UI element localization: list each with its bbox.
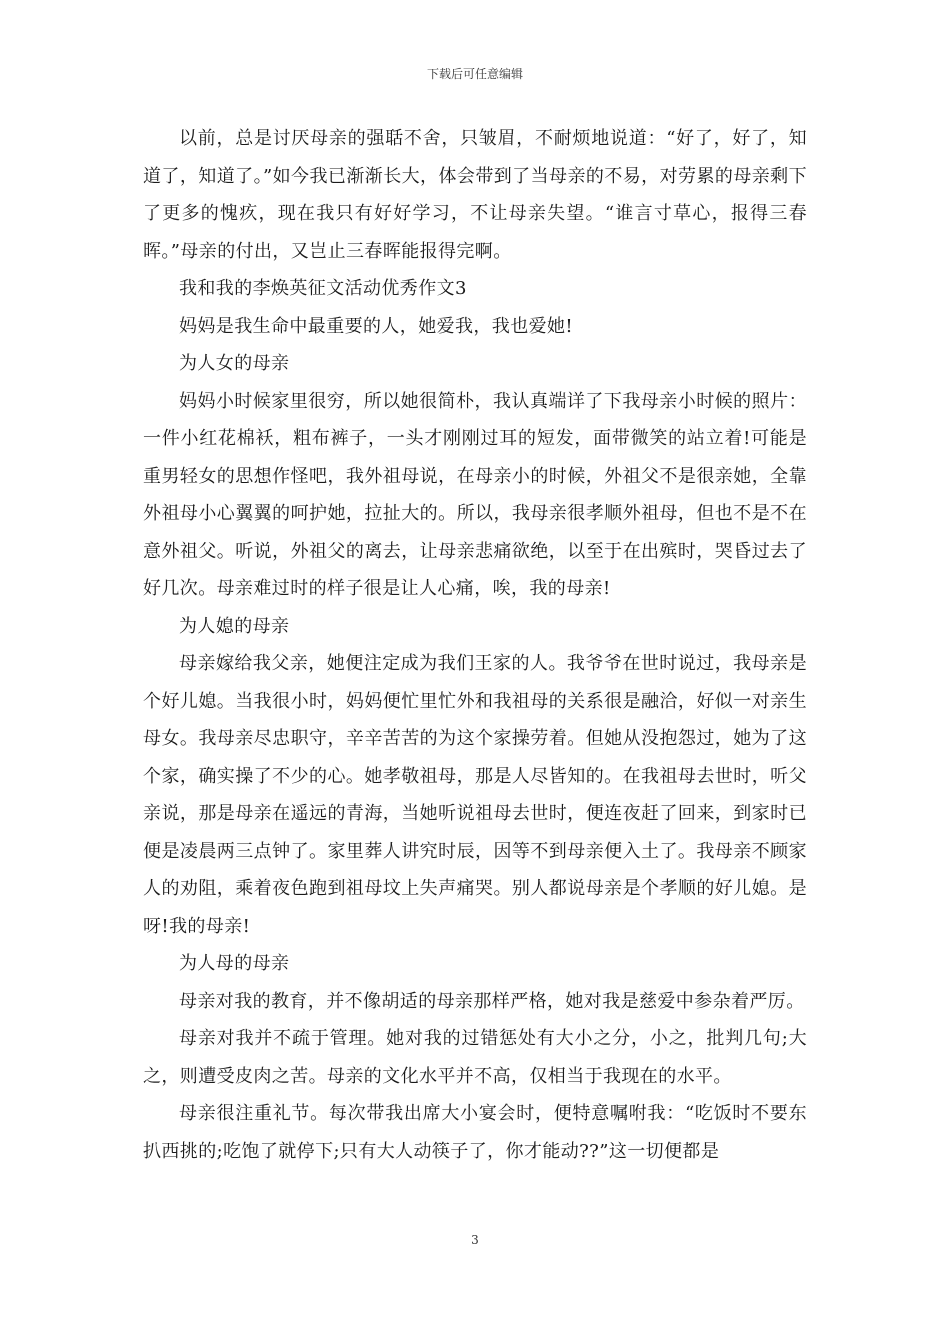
paragraph-opening: 妈妈是我生命中最重要的人，她爱我，我也爱她! <box>179 315 574 337</box>
section-heading-mother: 为人母的母亲 <box>179 953 290 974</box>
page-number: 3 <box>471 1233 479 1247</box>
page-header: 下载后可任意编辑 <box>426 67 523 81</box>
section-heading-daughter: 为人女的母亲 <box>179 353 290 374</box>
paragraph-discipline: 母亲对我并不疏于管理。她对我的过错惩处有大小之分，小之，批判几句;大之，则遭受皮肉之苦。母亲的文化水平并不高，仅相当于我现在的水平。 <box>143 1028 807 1087</box>
section-heading-daughter-in-law: 为人媳的母亲 <box>179 615 290 637</box>
document-body <box>143 120 807 1170</box>
paragraph-intro: 以前，总是讨厌母亲的强聒不舍，只皱眉，不耐烦地说道：“好了，好了，知道了，知道了。”如今我已渐渐长大，体会带到了当母亲的不易，对劳累的母亲剩下了更多的愧疚，现在我只有好好学习，不让母亲失望。“谁言寸草心，报得三春晖。”母亲的付出，又岂止三春晖能报得完啊。 <box>143 128 807 262</box>
paragraph-education: 母亲对我的教育，并不像胡适的母亲那样严格，她对我是慈爱中参杂着严厉。 <box>179 990 805 1012</box>
essay-title: 我和我的李焕英征文活动优秀作文3 <box>179 278 467 299</box>
paragraph-etiquette: 母亲很注重礼节。每次带我出席大小宴会时，便特意嘱咐我：“吃饭时不要东扒西挑的;吃饱了就停下;只有大人动筷子了，你才能动??”这一切便都是 <box>143 1103 807 1162</box>
paragraph-daughter-in-law: 母亲嫁给我父亲，她便注定成为我们王家的人。我爷爷在世时说过，我母亲是个好儿媳。当我很小时，妈妈便忙里忙外和我祖母的关系很是融洽，好似一对亲生母女。我母亲尽忠职守，辛辛苦苦的为这个家操劳着。但她从没抱怨过，她为了这个家，确实操了不少的心。她孝敬祖母，那是人尽皆知的。在我祖母去世时，听父亲说，那是母亲在遥远的青海，当她听说祖母去世时，便连夜赶了回来，到家时已便是凌晨两三点钟了。家里葬人讲究时辰，因等不到母亲便入土了。我母亲不顾家人的劝阻，乘着夜色跑到祖母坟上失声痛哭。别人都说母亲是个孝顺的好儿媳。是呀!我的母亲! <box>143 653 807 937</box>
paragraph-daughter: 妈妈小时候家里很穷，所以她很简朴，我认真端详了下我母亲小时候的照片：一件小红花棉袄，粗布裤子，一头才刚刚过耳的短发，面带微笑的站立着!可能是重男轻女的思想作怪吧，我外祖母说，在母亲小的时候，外祖父不是很亲她，全靠外祖母小心翼翼的呵护她，拉扯大的。所以，我母亲很孝顺外祖母，但也不是不在意外祖父。听说，外祖父的离去，让母亲悲痛欲绝，以至于在出殡时，哭昏过去了好几次。母亲难过时的样子很是让人心痛，唉，我的母亲! <box>143 390 807 599</box>
